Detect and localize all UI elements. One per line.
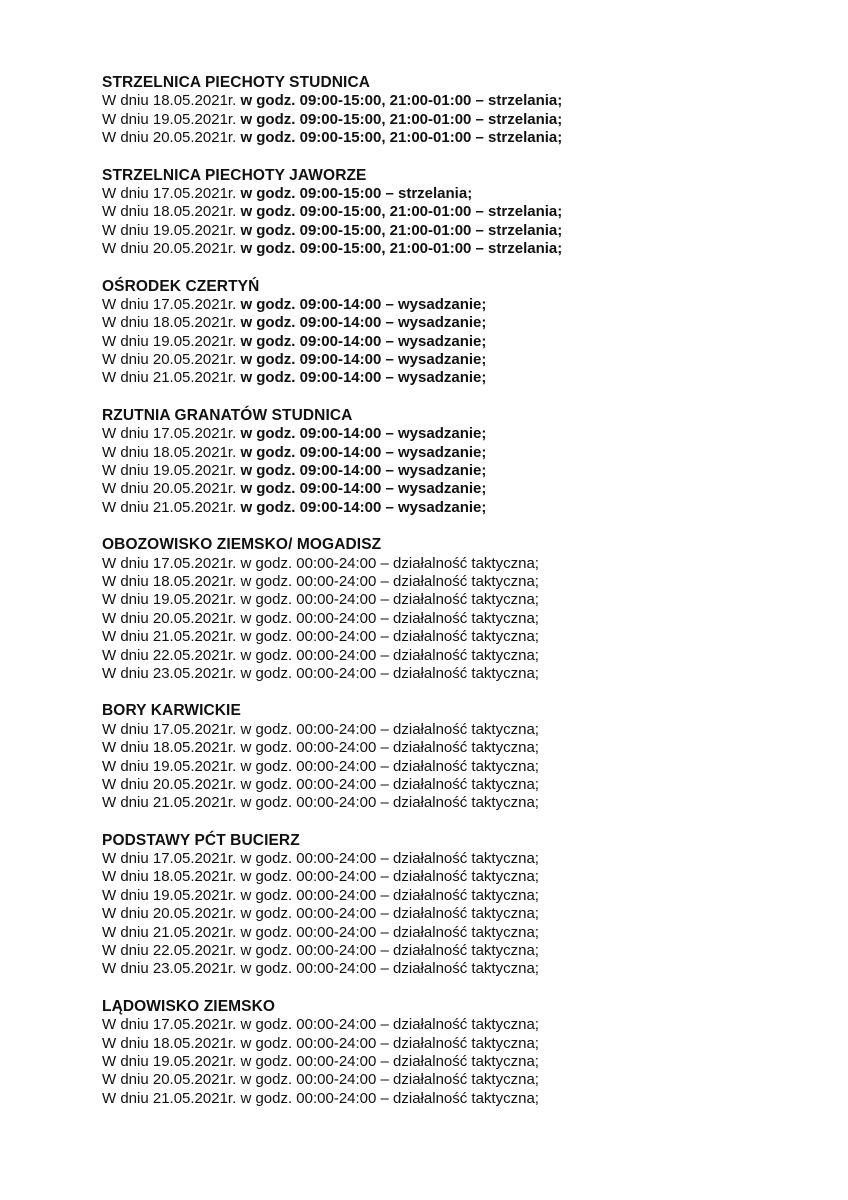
entry-date: W dniu 19.05.2021r. <box>102 757 237 775</box>
entry-time-activity: w godz. 09:00-14:00 – wysadzanie; <box>240 425 487 443</box>
entry-date: W dniu 20.05.2021r. <box>102 609 237 627</box>
entry-date: W dniu 22.05.2021r. <box>102 942 237 960</box>
schedule-entry <box>102 480 802 498</box>
schedule-entry <box>102 555 802 573</box>
schedule-entry <box>102 610 802 628</box>
entry-time-activity: w godz. 09:00-15:00 – strzelania; <box>240 184 473 202</box>
entry-time-activity: w godz. 00:00-24:00 – działalność taktyczna; <box>240 923 539 941</box>
schedule-section <box>102 74 802 148</box>
entry-time-activity: w godz. 00:00-24:00 – działalność taktyczna; <box>240 886 539 904</box>
schedule-entry <box>102 425 802 443</box>
section-heading: OBOZOWISKO ZIEMSKO/ MOGADISZ <box>102 536 382 554</box>
schedule-entry <box>102 333 802 351</box>
schedule-entry <box>102 1016 802 1034</box>
entry-date: W dniu 18.05.2021r. <box>102 443 237 461</box>
schedule-entry <box>102 129 802 147</box>
section-heading: STRZELNICA PIECHOTY JAWORZE <box>102 166 367 184</box>
entry-time-activity: w godz. 00:00-24:00 – działalność taktyczna; <box>240 664 539 682</box>
entry-time-activity: w godz. 00:00-24:00 – działalność taktyczna; <box>240 1089 539 1107</box>
entry-date: W dniu 20.05.2021r. <box>102 480 237 498</box>
entry-date: W dniu 18.05.2021r. <box>102 314 237 332</box>
entry-time-activity: w godz. 00:00-24:00 – działalność taktyczna; <box>240 850 539 868</box>
entry-time-activity: w godz. 00:00-24:00 – działalność taktyczna; <box>240 720 539 738</box>
entry-date: W dniu 20.05.2021r. <box>102 240 237 258</box>
schedule-entry <box>102 92 802 110</box>
entry-date: W dniu 18.05.2021r. <box>102 203 237 221</box>
entry-date: W dniu 18.05.2021r. <box>102 92 237 110</box>
entry-time-activity: w godz. 09:00-15:00, 21:00-01:00 – strzelania; <box>240 92 563 110</box>
section-heading: RZUTNIA GRANATÓW STUDNICA <box>102 406 353 424</box>
entry-date: W dniu 19.05.2021r. <box>102 1052 237 1070</box>
schedule-entry <box>102 868 802 886</box>
entry-time-activity: w godz. 00:00-24:00 – działalność taktyczna; <box>240 1034 539 1052</box>
schedule-entry <box>102 314 802 332</box>
entry-time-activity: w godz. 00:00-24:00 – działalność taktyczna; <box>240 628 539 646</box>
entry-date: W dniu 18.05.2021r. <box>102 572 237 590</box>
entry-time-activity: w godz. 09:00-14:00 – wysadzanie; <box>240 314 487 332</box>
schedule-entry <box>102 1053 802 1071</box>
entry-date: W dniu 17.05.2021r. <box>102 425 237 443</box>
entry-date: W dniu 19.05.2021r. <box>102 886 237 904</box>
entry-date: W dniu 20.05.2021r. <box>102 905 237 923</box>
schedule-section <box>102 278 802 388</box>
schedule-entry <box>102 296 802 314</box>
entry-time-activity: w godz. 00:00-24:00 – działalność taktyczna; <box>240 942 539 960</box>
entry-date: W dniu 19.05.2021r. <box>102 462 237 480</box>
schedule-section <box>102 702 802 812</box>
schedule-entry <box>102 1090 802 1108</box>
schedule-section <box>102 536 802 683</box>
entry-date: W dniu 17.05.2021r. <box>102 295 237 313</box>
entry-date: W dniu 18.05.2021r. <box>102 1034 237 1052</box>
schedule-entry <box>102 1071 802 1089</box>
schedule-entry <box>102 942 802 960</box>
entry-time-activity: w godz. 00:00-24:00 – działalność taktyczna; <box>240 572 539 590</box>
entry-date: W dniu 18.05.2021r. <box>102 868 237 886</box>
schedule-section <box>102 167 802 259</box>
entry-time-activity: w godz. 09:00-15:00, 21:00-01:00 – strzelania; <box>240 110 563 128</box>
schedule-section <box>102 832 802 979</box>
schedule-entry <box>102 591 802 609</box>
entry-date: W dniu 17.05.2021r. <box>102 850 237 868</box>
entry-time-activity: w godz. 00:00-24:00 – działalność taktyczna; <box>240 554 539 572</box>
entry-date: W dniu 19.05.2021r. <box>102 221 237 239</box>
entry-date: W dniu 19.05.2021r. <box>102 591 237 609</box>
entry-date: W dniu 17.05.2021r. <box>102 184 237 202</box>
section-heading: BORY KARWICKIE <box>102 702 241 720</box>
schedule-entry <box>102 628 802 646</box>
entry-date: W dniu 17.05.2021r. <box>102 720 237 738</box>
schedule-entry <box>102 444 802 462</box>
entry-time-activity: w godz. 09:00-15:00, 21:00-01:00 – strzelania; <box>240 221 563 239</box>
schedule-entry <box>102 850 802 868</box>
entry-time-activity: w godz. 09:00-14:00 – wysadzanie; <box>240 332 487 350</box>
entry-date: W dniu 21.05.2021r. <box>102 794 237 812</box>
schedule-content <box>102 74 802 1127</box>
entry-time-activity: w godz. 09:00-14:00 – wysadzanie; <box>240 295 487 313</box>
entry-date: W dniu 23.05.2021r. <box>102 960 237 978</box>
schedule-entry <box>102 887 802 905</box>
section-heading: PODSTAWY PĆT BUCIERZ <box>102 831 300 849</box>
entry-time-activity: w godz. 00:00-24:00 – działalność taktyczna; <box>240 757 539 775</box>
schedule-entry <box>102 1035 802 1053</box>
entry-date: W dniu 21.05.2021r. <box>102 498 237 516</box>
entry-time-activity: w godz. 00:00-24:00 – działalność taktyczna; <box>240 794 539 812</box>
section-heading: STRZELNICA PIECHOTY STUDNICA <box>102 74 371 91</box>
schedule-entry <box>102 351 802 369</box>
schedule-entry <box>102 222 802 240</box>
entry-date: W dniu 17.05.2021r. <box>102 1016 237 1034</box>
entry-date: W dniu 23.05.2021r. <box>102 664 237 682</box>
entry-time-activity: w godz. 00:00-24:00 – działalność taktyczna; <box>240 775 539 793</box>
schedule-entry <box>102 905 802 923</box>
entry-time-activity: w godz. 09:00-15:00, 21:00-01:00 – strzelania; <box>240 203 563 221</box>
entry-time-activity: w godz. 09:00-14:00 – wysadzanie; <box>240 480 487 498</box>
entry-time-activity: w godz. 00:00-24:00 – działalność taktyczna; <box>240 609 539 627</box>
entry-time-activity: w godz. 00:00-24:00 – działalność taktyczna; <box>240 1071 539 1089</box>
entry-date: W dniu 20.05.2021r. <box>102 775 237 793</box>
schedule-entry <box>102 665 802 683</box>
entry-date: W dniu 19.05.2021r. <box>102 110 237 128</box>
entry-date: W dniu 20.05.2021r. <box>102 1071 237 1089</box>
schedule-entry <box>102 462 802 480</box>
entry-date: W dniu 21.05.2021r. <box>102 628 237 646</box>
entry-time-activity: w godz. 09:00-14:00 – wysadzanie; <box>240 462 487 480</box>
entry-time-activity: w godz. 09:00-15:00, 21:00-01:00 – strzelania; <box>240 240 563 258</box>
schedule-entry <box>102 573 802 591</box>
schedule-entry <box>102 185 802 203</box>
schedule-entry <box>102 794 802 812</box>
entry-date: W dniu 19.05.2021r. <box>102 332 237 350</box>
schedule-entry <box>102 111 802 129</box>
entry-time-activity: w godz. 09:00-14:00 – wysadzanie; <box>240 443 487 461</box>
entry-date: W dniu 18.05.2021r. <box>102 739 237 757</box>
section-heading: OŚRODEK CZERTYŃ <box>102 277 260 295</box>
entry-time-activity: w godz. 00:00-24:00 – działalność taktyczna; <box>240 1016 539 1034</box>
entry-time-activity: w godz. 00:00-24:00 – działalność taktyczna; <box>240 591 539 609</box>
schedule-entry <box>102 721 802 739</box>
schedule-entry <box>102 369 802 387</box>
entry-time-activity: w godz. 00:00-24:00 – działalność taktyczna; <box>240 960 539 978</box>
entry-date: W dniu 21.05.2021r. <box>102 1089 237 1107</box>
entry-time-activity: w godz. 09:00-14:00 – wysadzanie; <box>240 498 487 516</box>
schedule-entry <box>102 203 802 221</box>
schedule-section <box>102 998 802 1108</box>
entry-time-activity: w godz. 09:00-14:00 – wysadzanie; <box>240 351 487 369</box>
schedule-section <box>102 407 802 517</box>
entry-date: W dniu 21.05.2021r. <box>102 369 237 387</box>
entry-time-activity: w godz. 00:00-24:00 – działalność taktyczna; <box>240 646 539 664</box>
section-heading: LĄDOWISKO ZIEMSKO <box>102 997 276 1015</box>
schedule-entry <box>102 240 802 258</box>
schedule-entry <box>102 499 802 517</box>
entry-date: W dniu 20.05.2021r. <box>102 351 237 369</box>
entry-time-activity: w godz. 00:00-24:00 – działalność taktyczna; <box>240 868 539 886</box>
entry-time-activity: w godz. 00:00-24:00 – działalność taktyczna; <box>240 739 539 757</box>
entry-date: W dniu 20.05.2021r. <box>102 129 237 147</box>
entry-date: W dniu 22.05.2021r. <box>102 646 237 664</box>
schedule-entry <box>102 758 802 776</box>
entry-time-activity: w godz. 09:00-15:00, 21:00-01:00 – strzelania; <box>240 129 563 147</box>
entry-date: W dniu 21.05.2021r. <box>102 923 237 941</box>
entry-time-activity: w godz. 00:00-24:00 – działalność taktyczna; <box>240 1052 539 1070</box>
entry-time-activity: w godz. 09:00-14:00 – wysadzanie; <box>240 369 487 387</box>
schedule-entry <box>102 739 802 757</box>
entry-time-activity: w godz. 00:00-24:00 – działalność taktyczna; <box>240 905 539 923</box>
entry-date: W dniu 17.05.2021r. <box>102 554 237 572</box>
schedule-entry <box>102 924 802 942</box>
schedule-entry <box>102 960 802 978</box>
schedule-entry <box>102 647 802 665</box>
schedule-entry <box>102 776 802 794</box>
